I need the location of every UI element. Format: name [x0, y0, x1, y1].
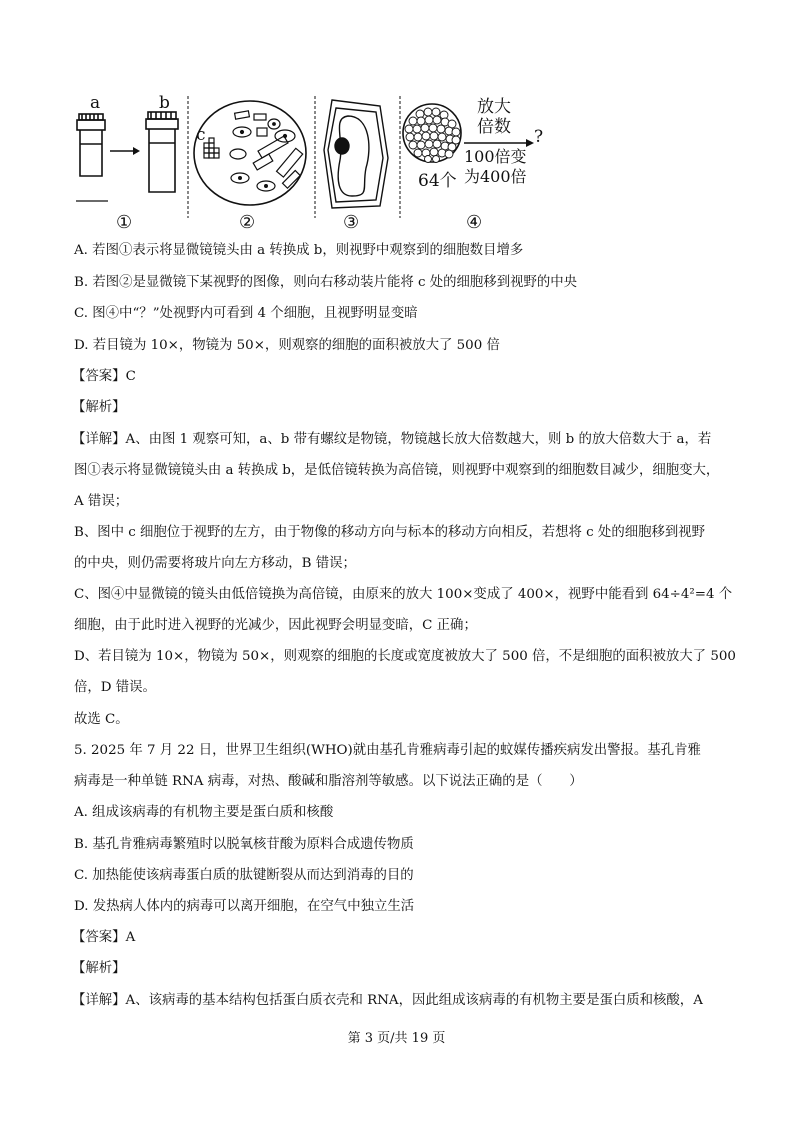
q4-detail-line: 细胞，由于此时进入视野的光减少，因此视野会明显变暗，C 正确； — [74, 618, 477, 633]
note-line-3: 100倍变 — [464, 147, 527, 166]
q5-option-d: D. 发热病人体内的病毒可以离开细胞，在空气中独立生活 — [74, 899, 415, 914]
plant-cell — [324, 100, 388, 208]
q5-stem-line: 病毒是一种单链 RNA 病毒，对热、酸碱和脂溶剂等敏感。以下说法正确的是（ ） — [74, 774, 583, 789]
panel-num-1: ① — [116, 212, 133, 233]
microscope-figure — [70, 88, 554, 233]
panel-num-4: ④ — [466, 212, 483, 233]
cell-cluster — [403, 104, 461, 163]
field-of-view-cells — [194, 101, 306, 205]
q4-option-c: C. 图④中“？”处视野内可看到 4 个细胞，且视野明显变暗 — [74, 306, 418, 321]
q4-detail-line: A 错误； — [74, 494, 129, 509]
label-c: c — [196, 125, 206, 145]
q4-detail-line: 故选 C。 — [74, 712, 129, 727]
objective-lens-a — [77, 114, 105, 176]
q5-stem-line: 5. 2025 年 7 月 22 日，世界卫生组织(WHO)就由基孔肯雅病毒引起的蚊媒传播疾病发出警报。基孔肯雅 — [74, 743, 701, 758]
magnify-arrow-icon — [464, 139, 534, 147]
page-footer: 第 3 页/共 19 页 — [347, 1031, 446, 1046]
q4-detail-line: D、若目镜为 10×，物镜为 50×，则观察的细胞的长度或宽度被放大了 500 倍，不是细胞的面积被放大了 500 — [74, 649, 736, 664]
panel-num-2: ② — [239, 212, 256, 233]
answer-tag: 【答案】 — [72, 930, 126, 945]
q4-option-b: B. 若图②是显微镜下某视野的图像，则向右移动装片能将 c 处的细胞移到视野的中央 — [74, 275, 578, 290]
answer-value: A — [125, 930, 136, 945]
q4-detail-line: B、图中 c 细胞位于视野的左方，由于物像的移动方向与标本的移动方向相反，若想将 c 处的细胞移到视野 — [74, 525, 706, 540]
objective-lens-b — [146, 112, 178, 192]
q4-detail-line: 倍，D 错误。 — [74, 680, 156, 695]
q5-detail-line: 【详解】A、该病毒的基本结构包括蛋白质衣壳和 RNA，因此组成该病毒的有机物主要是蛋白质和核酸，A — [72, 993, 703, 1008]
arrow-icon — [110, 147, 140, 155]
label-a: a — [90, 93, 101, 113]
note-line-4: 为400倍 — [464, 167, 527, 186]
q4-answer — [72, 367, 136, 387]
answer-tag: 【答案】 — [72, 369, 126, 384]
cell-count-label: 64个 — [418, 171, 457, 191]
label-b: b — [159, 93, 170, 113]
q5-option-b: B. 基孔肯雅病毒繁殖时以脱氧核苷酸为原料合成遗传物质 — [74, 837, 414, 852]
panel-num-3: ③ — [343, 212, 360, 233]
note-line-2: 倍数 — [477, 117, 511, 137]
q4-detail-line: 图①表示将显微镜镜头由 a 转换成 b，是低倍镜转换为高倍镜，则视野中观察到的细胞数目减少，细胞变大， — [74, 463, 720, 478]
q4-option-d: D. 若目镜为 10×，物镜为 50×，则观察的细胞的面积被放大了 500 倍 — [74, 338, 500, 353]
q4-option-a: A. 若图①表示将显微镜镜头由 a 转换成 b，则视野中观察到的细胞数目增多 — [74, 243, 524, 258]
q5-answer — [72, 928, 135, 948]
q5-analysis-tag: 【解析】 — [72, 961, 126, 976]
q5-option-a: A. 组成该病毒的有机物主要是蛋白质和核酸 — [74, 805, 334, 820]
q4-detail-line: 【详解】A、由图 1 观察可知，a、b 带有螺纹是物镜，物镜越长放大倍数越大，则 b 的放大倍数大于 a，若 — [72, 432, 712, 447]
q4-detail-line: C、图④中显微镜的镜头由低倍镜换为高倍镜，由原来的放大 100×变成了 400×，视野中能看到 64÷4²=4 个 — [74, 587, 733, 602]
note-line-1: 放大 — [477, 97, 511, 117]
question-mark: ? — [534, 127, 544, 147]
q4-detail-line: 的中央，则仍需要将玻片向左方移动，B 错误； — [74, 556, 356, 571]
answer-value: C — [125, 369, 136, 384]
q4-analysis-tag: 【解析】 — [72, 400, 126, 415]
q5-option-c: C. 加热能使该病毒蛋白质的肽键断裂从而达到消毒的目的 — [74, 868, 414, 883]
